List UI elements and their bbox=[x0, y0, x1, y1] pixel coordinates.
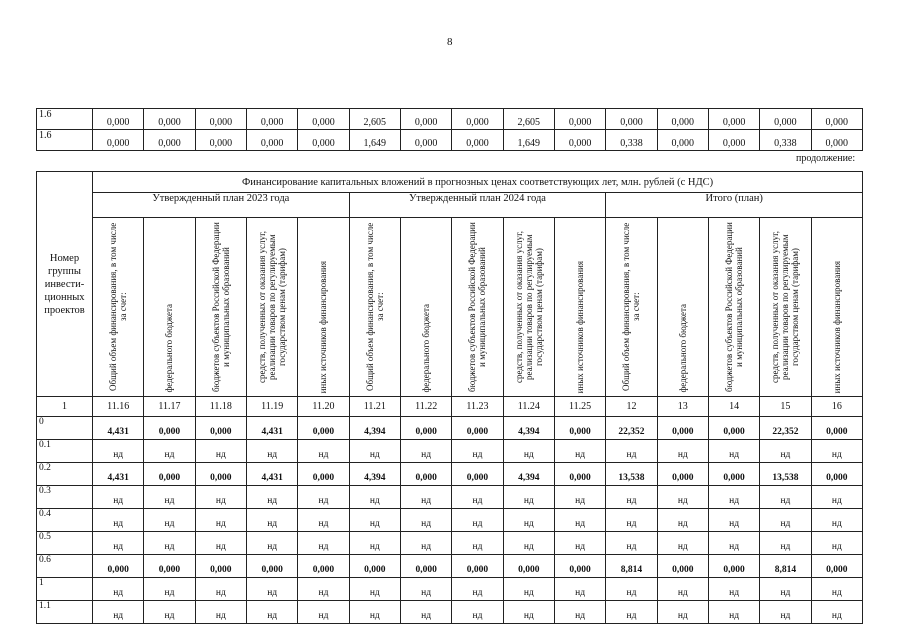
value-cell: нд bbox=[144, 578, 195, 601]
table-row bbox=[37, 509, 863, 532]
value-cell: 0,000 bbox=[195, 130, 246, 151]
value-cell: нд bbox=[144, 509, 195, 532]
column-number: 11.20 bbox=[298, 397, 349, 417]
value-cell: нд bbox=[349, 578, 400, 601]
value-cell: 0,000 bbox=[657, 463, 708, 486]
group-number-header: Номер группы инвести-ционных проектов bbox=[37, 172, 93, 397]
value-cell: 0,000 bbox=[195, 463, 246, 486]
value-cell: нд bbox=[811, 532, 863, 555]
column-number: 11.23 bbox=[452, 397, 503, 417]
value-cell: нд bbox=[195, 578, 246, 601]
value-cell: нд bbox=[246, 440, 297, 463]
financing-table bbox=[36, 171, 863, 624]
value-cell: 4,394 bbox=[349, 463, 400, 486]
value-cell: нд bbox=[452, 601, 503, 624]
value-cell: 0,000 bbox=[349, 555, 400, 578]
subcolumn-header-label: иных источников финансирования bbox=[831, 260, 842, 393]
value-cell: нд bbox=[93, 532, 144, 555]
value-cell: нд bbox=[400, 486, 451, 509]
value-cell: 0,000 bbox=[554, 109, 605, 130]
value-cell: нд bbox=[760, 440, 811, 463]
value-cell: 0,000 bbox=[708, 417, 759, 440]
value-cell: 0,000 bbox=[93, 555, 144, 578]
value-cell: 0,000 bbox=[811, 463, 863, 486]
subcolumn-header bbox=[657, 218, 708, 397]
value-cell: нд bbox=[452, 578, 503, 601]
value-cell: нд bbox=[657, 578, 708, 601]
group-number-cell: 0.2 bbox=[37, 463, 93, 486]
value-cell: 0,000 bbox=[708, 555, 759, 578]
value-cell: нд bbox=[708, 440, 759, 463]
value-cell: 0,000 bbox=[298, 463, 349, 486]
value-cell: нд bbox=[657, 532, 708, 555]
value-cell: нд bbox=[144, 532, 195, 555]
value-cell: нд bbox=[760, 578, 811, 601]
value-cell: нд bbox=[298, 532, 349, 555]
value-cell: нд bbox=[298, 509, 349, 532]
table-row bbox=[37, 555, 863, 578]
table-row bbox=[37, 417, 863, 440]
value-cell: нд bbox=[760, 509, 811, 532]
value-cell: нд bbox=[606, 532, 657, 555]
group-number-cell: 0.4 bbox=[37, 509, 93, 532]
column-number: 15 bbox=[760, 397, 811, 417]
value-cell: нд bbox=[349, 486, 400, 509]
value-cell: 0,000 bbox=[93, 130, 144, 151]
subcolumn-header-label: средств, полученных от оказания услуг, реализации товаров по регулируемым государством ценам (тарифам) bbox=[513, 230, 544, 384]
value-cell: нд bbox=[708, 601, 759, 624]
table-row bbox=[37, 601, 863, 624]
value-cell: нд bbox=[503, 601, 554, 624]
value-cell: 0,000 bbox=[400, 130, 451, 151]
value-cell: 0,000 bbox=[554, 463, 605, 486]
value-cell: нд bbox=[400, 532, 451, 555]
value-cell: 8,814 bbox=[760, 555, 811, 578]
value-cell: 13,538 bbox=[606, 463, 657, 486]
value-cell: нд bbox=[452, 486, 503, 509]
value-cell: 0,000 bbox=[811, 417, 863, 440]
subcolumn-header-label: Общий объем финансирования, в том числе за счет: bbox=[364, 222, 385, 392]
value-cell: 0,000 bbox=[811, 555, 863, 578]
group-number-cell: 1 bbox=[37, 578, 93, 601]
value-cell: нд bbox=[298, 578, 349, 601]
value-cell: 8,814 bbox=[606, 555, 657, 578]
top-continuation-table bbox=[36, 108, 863, 151]
value-cell: нд bbox=[811, 578, 863, 601]
value-cell: нд bbox=[554, 486, 605, 509]
value-cell: 0,000 bbox=[554, 555, 605, 578]
value-cell: нд bbox=[349, 440, 400, 463]
subcolumn-header-label: иных источников финансирования bbox=[318, 260, 329, 393]
value-cell: нд bbox=[811, 440, 863, 463]
subcolumn-header-label: бюджетов субъектов Российской Федерации и муниципальных образований bbox=[467, 222, 488, 392]
value-cell: 0,000 bbox=[452, 463, 503, 486]
column-number: 11.17 bbox=[144, 397, 195, 417]
value-cell: нд bbox=[400, 578, 451, 601]
value-cell: 0,000 bbox=[452, 130, 503, 151]
value-cell: 0,000 bbox=[708, 130, 759, 151]
group-number-cell: 0 bbox=[37, 417, 93, 440]
column-number: 11.18 bbox=[195, 397, 246, 417]
continuation-label: продолжение: bbox=[796, 153, 856, 164]
value-cell: нд bbox=[93, 486, 144, 509]
value-cell: нд bbox=[657, 486, 708, 509]
value-cell: нд bbox=[246, 601, 297, 624]
value-cell: 4,431 bbox=[93, 463, 144, 486]
value-cell: нд bbox=[606, 440, 657, 463]
value-cell: 0,000 bbox=[606, 109, 657, 130]
value-cell: нд bbox=[811, 601, 863, 624]
value-cell: нд bbox=[554, 509, 605, 532]
plan-header: Утвержденный план 2023 года bbox=[93, 193, 350, 218]
value-cell: нд bbox=[760, 601, 811, 624]
value-cell: нд bbox=[195, 440, 246, 463]
value-cell: 0,000 bbox=[246, 109, 297, 130]
subcolumn-header bbox=[298, 218, 349, 397]
value-cell: нд bbox=[349, 532, 400, 555]
column-number: 14 bbox=[708, 397, 759, 417]
value-cell: нд bbox=[144, 440, 195, 463]
subcolumn-header-label: средств, полученных от оказания услуг, реализации товаров по регулируемым государством ценам (тарифам) bbox=[770, 230, 801, 384]
value-cell: нд bbox=[144, 486, 195, 509]
value-cell: 22,352 bbox=[760, 417, 811, 440]
value-cell: нд bbox=[811, 486, 863, 509]
value-cell: нд bbox=[298, 440, 349, 463]
value-cell: нд bbox=[503, 509, 554, 532]
value-cell: 0,000 bbox=[657, 555, 708, 578]
value-cell: 0,000 bbox=[708, 109, 759, 130]
subcolumn-header bbox=[195, 218, 246, 397]
plan-header: Итого (план) bbox=[606, 193, 863, 218]
value-cell: нд bbox=[760, 486, 811, 509]
value-cell: 0,000 bbox=[246, 555, 297, 578]
subcolumn-header-label: Общий объем финансирования, в том числе за счет: bbox=[621, 222, 642, 392]
value-cell: 0,000 bbox=[554, 417, 605, 440]
value-cell: нд bbox=[93, 509, 144, 532]
value-cell: нд bbox=[606, 578, 657, 601]
value-cell: нд bbox=[657, 601, 708, 624]
value-cell: 0,000 bbox=[195, 555, 246, 578]
value-cell: нд bbox=[708, 578, 759, 601]
group-number-cell: 0.3 bbox=[37, 486, 93, 509]
subcolumn-header bbox=[349, 218, 400, 397]
subcolumn-header-label: бюджетов субъектов Российской Федерации и муниципальных образований bbox=[724, 222, 745, 392]
value-cell: нд bbox=[93, 601, 144, 624]
value-cell: нд bbox=[400, 509, 451, 532]
value-cell: 22,352 bbox=[606, 417, 657, 440]
column-number: 11.21 bbox=[349, 397, 400, 417]
value-cell: нд bbox=[144, 601, 195, 624]
value-cell: 0,000 bbox=[195, 109, 246, 130]
subcolumn-header bbox=[144, 218, 195, 397]
value-cell: нд bbox=[93, 440, 144, 463]
value-cell: 0,000 bbox=[811, 130, 862, 151]
value-cell: нд bbox=[452, 532, 503, 555]
value-cell: 0,000 bbox=[144, 417, 195, 440]
value-cell: 0,000 bbox=[93, 109, 144, 130]
value-cell: нд bbox=[606, 601, 657, 624]
value-cell: 13,538 bbox=[760, 463, 811, 486]
value-cell: нд bbox=[452, 440, 503, 463]
value-cell: 0,000 bbox=[298, 109, 349, 130]
value-cell: нд bbox=[708, 486, 759, 509]
value-cell: нд bbox=[708, 532, 759, 555]
value-cell: 4,394 bbox=[503, 417, 554, 440]
table-row bbox=[37, 463, 863, 486]
subcolumn-header bbox=[760, 218, 811, 397]
subcolumn-header-label: средств, полученных от оказания услуг, реализации товаров по регулируемым государством ценам (тарифам) bbox=[257, 230, 288, 384]
value-cell: нд bbox=[298, 601, 349, 624]
subcolumn-header-label: Общий объем финансирования, в том числе за счет: bbox=[108, 222, 129, 392]
subcolumn-header-label: иных источников финансирования bbox=[575, 260, 586, 393]
value-cell: нд bbox=[349, 601, 400, 624]
value-cell: 0,000 bbox=[400, 555, 451, 578]
column-number: 11.16 bbox=[93, 397, 144, 417]
table-row bbox=[37, 440, 863, 463]
value-cell: нд bbox=[452, 509, 503, 532]
table-title: Финансирование капитальных вложений в прогнозных ценах соответствующих лет, млн. рублей (с НДС) bbox=[93, 172, 863, 193]
value-cell: нд bbox=[503, 532, 554, 555]
value-cell: 0,000 bbox=[298, 417, 349, 440]
subcolumn-header bbox=[400, 218, 451, 397]
plan-header: Утвержденный план 2024 года bbox=[349, 193, 606, 218]
subcolumn-header bbox=[606, 218, 657, 397]
value-cell: 2,605 bbox=[349, 109, 400, 130]
value-cell: 0,338 bbox=[606, 130, 657, 151]
group-number-cell: 0.1 bbox=[37, 440, 93, 463]
group-number-cell: 1.6 bbox=[37, 109, 93, 130]
value-cell: 0,000 bbox=[452, 417, 503, 440]
value-cell: 0,000 bbox=[657, 417, 708, 440]
value-cell: 0,000 bbox=[195, 417, 246, 440]
value-cell: 4,431 bbox=[246, 463, 297, 486]
value-cell: 0,000 bbox=[400, 463, 451, 486]
value-cell: 0,000 bbox=[144, 130, 195, 151]
subcolumn-header bbox=[452, 218, 503, 397]
value-cell: 0,000 bbox=[246, 130, 297, 151]
column-number: 13 bbox=[657, 397, 708, 417]
value-cell: 1,649 bbox=[503, 130, 554, 151]
table-row bbox=[37, 130, 863, 151]
subcolumn-header bbox=[93, 218, 144, 397]
value-cell: нд bbox=[246, 532, 297, 555]
value-cell: 0,000 bbox=[554, 130, 605, 151]
value-cell: нд bbox=[606, 509, 657, 532]
group-number-cell: 1.1 bbox=[37, 601, 93, 624]
group-number-cell: 1.6 bbox=[37, 130, 93, 151]
table-row bbox=[37, 109, 863, 130]
value-cell: 0,000 bbox=[452, 109, 503, 130]
value-cell: нд bbox=[554, 532, 605, 555]
value-cell: 0,000 bbox=[452, 555, 503, 578]
subcolumn-header-label: бюджетов субъектов Российской Федерации и муниципальных образований bbox=[210, 222, 231, 392]
subcolumn-header bbox=[554, 218, 605, 397]
page-number: 8 bbox=[447, 36, 453, 48]
value-cell: 0,000 bbox=[811, 109, 862, 130]
value-cell: нд bbox=[400, 601, 451, 624]
subcolumn-header bbox=[503, 218, 554, 397]
value-cell: нд bbox=[760, 532, 811, 555]
column-number: 11.22 bbox=[400, 397, 451, 417]
value-cell: 0,000 bbox=[400, 417, 451, 440]
value-cell: нд bbox=[657, 440, 708, 463]
value-cell: 0,000 bbox=[760, 109, 811, 130]
value-cell: нд bbox=[554, 578, 605, 601]
subcolumn-header-label: федерального бюджета bbox=[164, 304, 175, 393]
table-row bbox=[37, 486, 863, 509]
value-cell: нд bbox=[93, 578, 144, 601]
column-number: 11.19 bbox=[246, 397, 297, 417]
subcolumn-header bbox=[708, 218, 759, 397]
value-cell: нд bbox=[246, 486, 297, 509]
value-cell: нд bbox=[246, 509, 297, 532]
value-cell: нд bbox=[503, 440, 554, 463]
value-cell: нд bbox=[298, 486, 349, 509]
group-number-cell: 0.5 bbox=[37, 532, 93, 555]
value-cell: нд bbox=[195, 601, 246, 624]
value-cell: нд bbox=[606, 486, 657, 509]
value-cell: нд bbox=[503, 578, 554, 601]
column-number: 11.24 bbox=[503, 397, 554, 417]
value-cell: 0,338 bbox=[760, 130, 811, 151]
column-number: 16 bbox=[811, 397, 863, 417]
value-cell: нд bbox=[554, 440, 605, 463]
value-cell: 0,000 bbox=[144, 555, 195, 578]
subcolumn-header bbox=[246, 218, 297, 397]
value-cell: 0,000 bbox=[298, 130, 349, 151]
value-cell: нд bbox=[349, 509, 400, 532]
value-cell: 0,000 bbox=[708, 463, 759, 486]
value-cell: нд bbox=[195, 532, 246, 555]
value-cell: 0,000 bbox=[657, 130, 708, 151]
value-cell: 4,394 bbox=[349, 417, 400, 440]
value-cell: 4,431 bbox=[93, 417, 144, 440]
column-number: 12 bbox=[606, 397, 657, 417]
value-cell: нд bbox=[195, 509, 246, 532]
value-cell: 0,000 bbox=[400, 109, 451, 130]
subcolumn-header bbox=[811, 218, 863, 397]
value-cell: нд bbox=[503, 486, 554, 509]
column-number: 11.25 bbox=[554, 397, 605, 417]
value-cell: 4,394 bbox=[503, 463, 554, 486]
value-cell: нд bbox=[811, 509, 863, 532]
value-cell: 0,000 bbox=[298, 555, 349, 578]
value-cell: 0,000 bbox=[144, 463, 195, 486]
value-cell: нд bbox=[708, 509, 759, 532]
subcolumn-header-label: федерального бюджета bbox=[677, 304, 688, 393]
value-cell: 0,000 bbox=[144, 109, 195, 130]
value-cell: нд bbox=[657, 509, 708, 532]
value-cell: 0,000 bbox=[503, 555, 554, 578]
column-number: 1 bbox=[37, 397, 93, 417]
table-row bbox=[37, 578, 863, 601]
value-cell: 1,649 bbox=[349, 130, 400, 151]
value-cell: нд bbox=[400, 440, 451, 463]
value-cell: 2,605 bbox=[503, 109, 554, 130]
group-number-cell: 0.6 bbox=[37, 555, 93, 578]
value-cell: 0,000 bbox=[657, 109, 708, 130]
value-cell: нд bbox=[246, 578, 297, 601]
table-row bbox=[37, 532, 863, 555]
value-cell: 4,431 bbox=[246, 417, 297, 440]
value-cell: нд bbox=[554, 601, 605, 624]
subcolumn-header-label: федерального бюджета bbox=[421, 304, 432, 393]
value-cell: нд bbox=[195, 486, 246, 509]
